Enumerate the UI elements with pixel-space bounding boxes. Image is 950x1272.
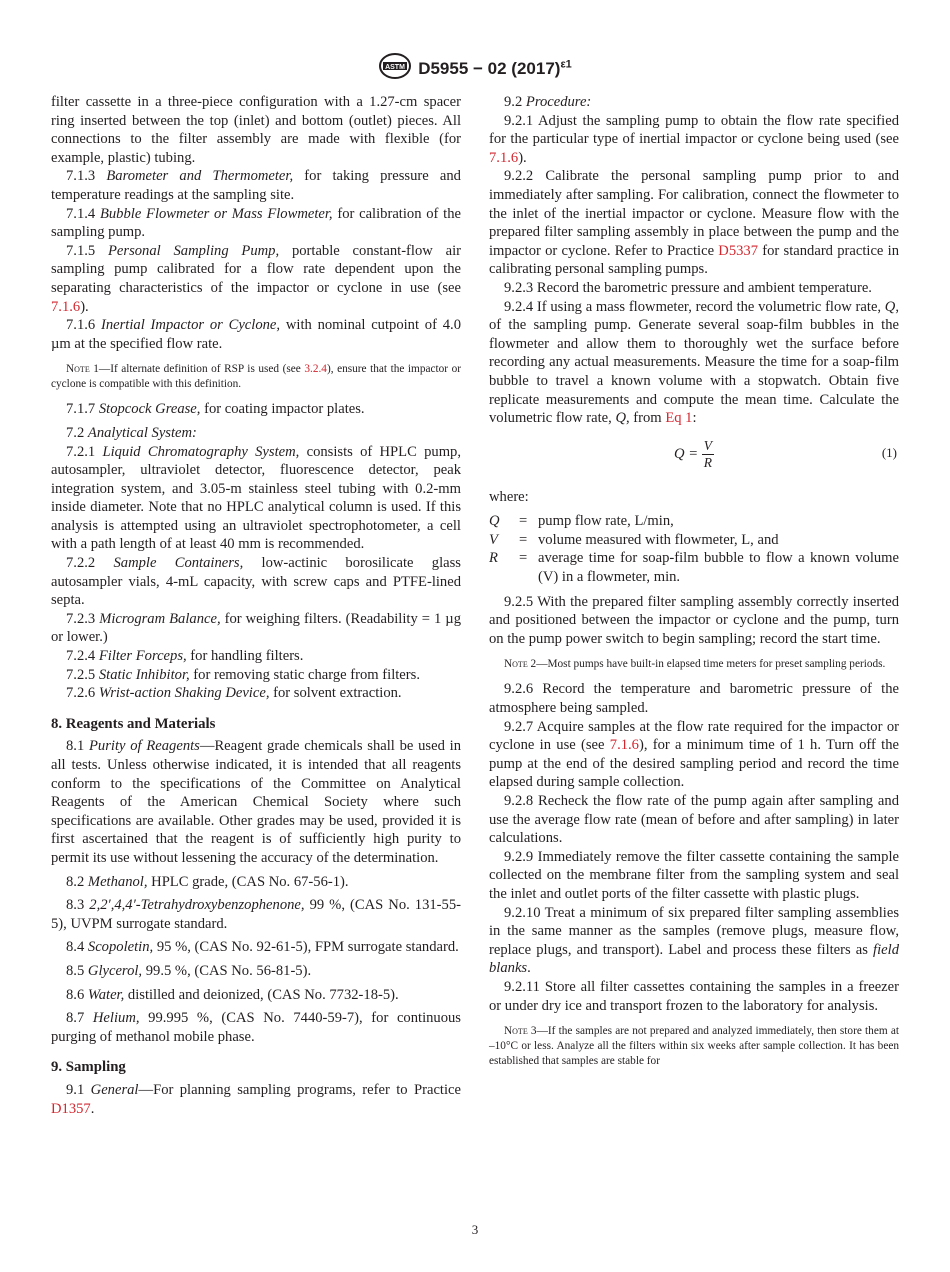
section-7-1-7: 7.1.7 Stopcock Grease, for coating impactor plates.: [66, 401, 365, 418]
link-3-2-4[interactable]: 3.2.4: [304, 363, 327, 376]
section-9-2-10: 9.2.10 Treat a minimum of six prepared filter sampling assemblies in the same manner as the samples (remove plugs, measure flow, replace plugs, and transport). Label and process these filters as field blanks.: [489, 904, 899, 977]
section-8-1: 8.1 Purity of Reagents—Reagent grade chemicals shall be used in all tests. Unless otherwise indicated, it is intended that all reagents conform to the specifications of the Committee on Analytical Reagents of the American Chemical Society where such specifications are available. Other grades may be used, provided it is first ascertained that the reagent is of sufficiently high purity to permit its use without lessening the accuracy of the determination.: [51, 738, 461, 866]
section-7-1-6: 7.1.6 Inertial Impactor or Cyclone, with nominal cutpoint of 4.0 µm at the specified flow rate.: [51, 317, 461, 352]
page-number: 3: [471, 1222, 479, 1237]
left-column: [51, 93, 461, 1118]
section-9-2-11: 9.2.11 Store all filter cassettes containing the samples in a freezer or under dry ice and transport frozen to the laboratory for analysis.: [489, 978, 899, 1014]
heading-9: 9. Sampling: [51, 1059, 126, 1076]
equation-1: [489, 434, 899, 488]
note-2: Note 2—Most pumps have built-in elapsed time meters for preset sampling periods.: [504, 658, 886, 671]
link-d1357[interactable]: D1357: [51, 1100, 91, 1117]
definition-row: V = volume measured with flowmeter, L, and: [489, 531, 779, 548]
link-7-1-6[interactable]: 7.1.6: [51, 298, 81, 315]
section-8-4: 8.4 Scopoletin, 95 %, (CAS No. 92-61-5), FPM surrogate standard.: [66, 939, 459, 956]
svg-text:ASTM: ASTM: [385, 64, 406, 71]
section-9-2-3: 9.2.3 Record the barometric pressure and ambient temperature.: [504, 279, 872, 296]
section-7-2-1: 7.2.1 Liquid Chromatography System, consists of HPLC pump, autosampler, ultraviolet detector, fluorescence detector, peak integration system, and 3.05-m stainless steel tubing with 0.2-mm inside diameter. Note that no HPLC analytical column is used. If this analysis is attempted using an ultraviolet spectrophotometer, a cell with a path length of at least 40 mm is recommended.: [51, 443, 461, 553]
link-7-1-6[interactable]: 7.1.6: [489, 149, 519, 166]
paragraph-cont: filter cassette in a three-piece configuration with a 1.27-cm spacer ring inserted between the top (inlet) and bottom (outlet) pieces. All connections to the filter assembly are made with flexible (for example, plastic) tubing.: [51, 94, 461, 166]
definition-row: Q = pump flow rate, L/min,: [489, 513, 674, 530]
section-8-5: 8.5 Glycerol, 99.5 %, (CAS No. 56-81-5).: [66, 962, 312, 979]
note-3: Note 3—If the samples are not prepared and analyzed immediately, then store them at –10°C or less. Analyze all the filters within six weeks after sample collection. It has been established that samples are stable for: [489, 1025, 899, 1068]
section-7-2: 7.2 Analytical System:: [66, 424, 197, 441]
astm-logo-icon: [378, 52, 412, 85]
definition-row: R = average time for soap-film bubble to flow a known volume (V) in a flowmeter, min.: [489, 550, 899, 586]
designation: D5955 − 02 $(2017)^{\varepsilon 1}$: [418, 58, 572, 78]
section-7-2-4: 7.2.4 Filter Forceps, for handling filters.: [66, 648, 304, 665]
section-9-2-4: 9.2.4 If using a mass flowmeter, record the volumetric flow rate, Q, of the sampling pump. Generate several soap-film bubbles in the flowmeter and allow them to thoroughly wet the surface before recording any actual measurements. Measure the time for a soap-film bubble to travel a known volume with a stopwatch. Obtain five replicate measurements and compute the mean time. Calculate the volumetric flow rate, Q, from Eq 1:: [489, 298, 899, 427]
section-9-2-9: 9.2.9 Immediately remove the filter cassette containing the sample collected on the membrane filter from the sampling system and seal the inlet and outlet ports of the filter cassette with plastic plugs.: [489, 848, 899, 902]
variable-definitions: [489, 512, 899, 586]
section-9-2-2: 9.2.2 Calibrate the personal sampling pump prior to and immediately after sampling. For calibration, connect the flowmeter to the inlet of the inertial impactor or cyclone. Measure flow with the prepared filter sampling assembly in place between the pump and the impactor or cyclone. Refer to Practice D5337 for standard practice in calibrating personal sampling pumps.: [489, 168, 900, 278]
equation-formula: Q = $\frac{V}{R}$: [674, 437, 712, 470]
section-7-1-4: 7.1.4 Bubble Flowmeter or Mass Flowmeter, for calibration of the sampling pump.: [51, 205, 461, 241]
note-1: Note 1—If alternate definition of RSP is used (see 3.2.4), ensure that the impactor or cyclone is compatible with this definition.: [51, 363, 462, 391]
section-9-2-1: 9.2.1 Adjust the sampling pump to obtain the flow rate specified for the particular type of inertial impactor or cyclone being used (see 7.1.6).: [489, 112, 899, 166]
section-9-2-5: 9.2.5 With the prepared filter sampling assembly correctly inserted and positioned between the impactor or cyclone and the pump, turn on the pump power switch to begin sampling; record the start time.: [489, 593, 899, 647]
section-7-1-3: 7.1.3 Barometer and Thermometer, for taking pressure and temperature readings at the sampling site.: [51, 168, 461, 203]
section-7-2-3: 7.2.3 Microgram Balance, for weighing filters. (Readability = 1 µg or lower.): [51, 610, 462, 646]
section-9-1: 9.1 General—For planning sampling programs, refer to Practice D1357.: [51, 1081, 461, 1117]
page-header: [0, 52, 950, 85]
section-9-2-6: 9.2.6 Record the temperature and barometric pressure of the atmosphere being sampled.: [489, 681, 899, 717]
link-7-1-6[interactable]: 7.1.6: [609, 737, 639, 754]
section-8-3: 8.3 2,2′,4,4′-Tetrahydroxybenzophenone, 99 %, (CAS No. 131-55-5), UVPM surrogate standard.: [51, 897, 461, 932]
link-d5337[interactable]: D5337: [718, 242, 759, 259]
section-8-7: 8.7 Helium, 99.995 %, (CAS No. 7440-59-7), for continuous purging of methanol mobile phase.: [51, 1010, 461, 1045]
section-9-2-8: 9.2.8 Recheck the flow rate of the pump again after sampling and use the average flow rate (mean of before and after sampling) in later calculations.: [489, 793, 899, 847]
section-9-2: 9.2 Procedure:: [504, 94, 592, 110]
equation-number: (1): [881, 444, 897, 460]
link-eq-1[interactable]: Eq 1: [665, 410, 693, 427]
section-7-1-5: 7.1.5 Personal Sampling Pump, portable constant-flow air sampling pump calibrated for a flow rate dependent upon the separating characteristics of the impactor or cyclone in use (see 7.1.6).: [51, 242, 461, 315]
section-7-2-5: 7.2.5 Static Inhibitor, for removing static charge from filters.: [66, 666, 420, 683]
section-9-2-7: 9.2.7 Acquire samples at the flow rate required for the impactor or cyclone in use (see 7.1.6), for a minimum time of 1 h. Turn off the pump at the end of the desired sampling period and record the time elapsed during sample collection.: [489, 718, 899, 791]
section-7-2-6: 7.2.6 Wrist-action Shaking Device, for solvent extraction.: [66, 685, 402, 702]
section-8-2: 8.2 Methanol, HPLC grade, (CAS No. 67-56-1).: [66, 873, 349, 890]
right-column: [489, 93, 899, 1077]
heading-8: 8. Reagents and Materials: [51, 715, 216, 732]
section-7-2-2: 7.2.2 Sample Containers, low-actinic borosilicate glass autosampler vials, 4-mL capacity, with screw caps and PTFE-lined septa.: [51, 555, 461, 609]
where-label: where:: [489, 488, 529, 505]
section-8-6: 8.6 Water, distilled and deionized, (CAS No. 7732-18-5).: [66, 986, 399, 1003]
